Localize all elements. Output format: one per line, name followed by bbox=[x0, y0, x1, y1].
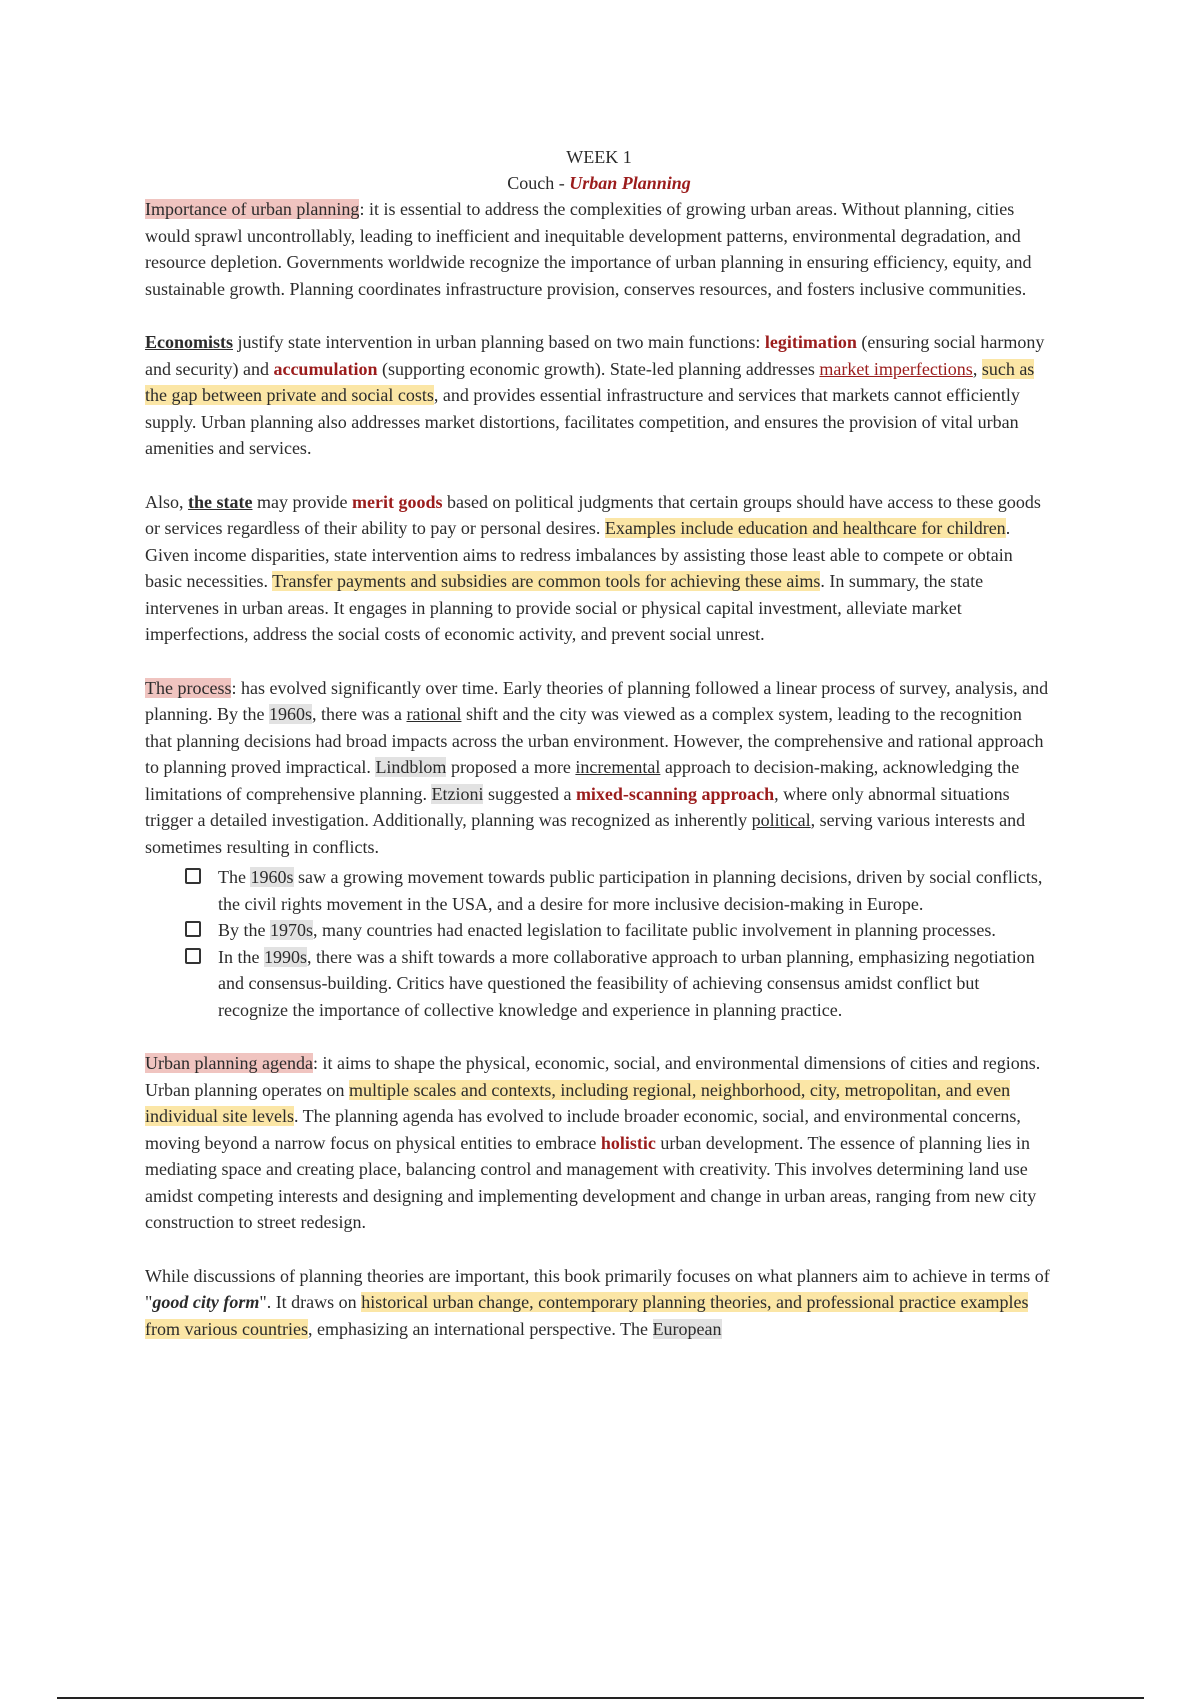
term-holistic: holistic bbox=[600, 1132, 656, 1153]
week-label: WEEK 1 bbox=[566, 147, 632, 167]
paragraph-text: suggested a bbox=[483, 783, 576, 804]
paragraph-good-city-form bbox=[145, 1263, 1053, 1343]
paragraph-text: (ensuring social harmony and security) and bbox=[145, 332, 1045, 379]
item-text: , there was a shift towards a more collaborative approach to urban planning, emphasizing negotiation and consensus-building. Critics have questioned the feasibility of achieving consensus amidst conflict but recognize the importance of collective knowledge and experience in planning practice. bbox=[218, 946, 1035, 1020]
paragraph-text: Also, bbox=[145, 491, 189, 512]
highlight-multiple-scales: multiple scales and contexts, including regional, neighborhood, city, metropolitan, and even individual site levels bbox=[145, 1079, 1011, 1126]
paragraph-text: ". It draws on bbox=[259, 1292, 362, 1312]
paragraph-text: shift and the city was viewed as a complex system, leading to the recognition that planning decisions had broad impacts across the urban environment. However, the comprehensive and rational approach to planning proved impractical. bbox=[145, 704, 1044, 777]
item-text: saw a growing movement towards public participation in planning decisions, driven by social conflicts, the civil rights movement in the USA, and a desire for more inclusive decision-making in Europe. bbox=[218, 867, 1043, 914]
highlight-year: 1970s bbox=[270, 920, 314, 940]
item-text: In the bbox=[218, 946, 264, 967]
paragraph-economists bbox=[145, 329, 1053, 462]
paragraph-text: : it is essential to address the complexities of growing urban areas. Without planning, cities would sprawl uncontrollably, leading to inefficient and inequitable development patterns, environmental degradation, and resource depletion. Governments worldwide recognize the importance of urban planning in ensuring efficiency, equity, and sustainable growth. Planning coordinates infrastructure provision, conserves resources, and fosters inclusive communities. bbox=[145, 199, 1032, 299]
paragraph-text: based on political judgments that certain groups should have access to these goods or services regardless of their ability to pay or personal desires. bbox=[145, 491, 1041, 538]
term-incremental: incremental bbox=[575, 757, 661, 777]
paragraph-text: , serving various interests and sometimes resulting in conflicts. bbox=[145, 810, 1026, 857]
term-accumulation: accumulation bbox=[273, 358, 378, 379]
paragraph-text: justify state intervention in urban planning based on two main functions: bbox=[233, 332, 765, 352]
paragraph-agenda bbox=[145, 1050, 1053, 1236]
book-title: Urban Planning bbox=[569, 173, 691, 193]
checklist bbox=[145, 864, 1053, 1023]
highlight-year: 1990s bbox=[263, 946, 307, 967]
paragraph-text: , where only abnormal situations trigger a detailed investigation. Additionally, planning was recognized as inherently bbox=[145, 783, 1010, 830]
item-text: The bbox=[218, 867, 251, 887]
term-legitimation: legitimation bbox=[764, 332, 857, 352]
paragraph-text: proposed a more bbox=[446, 757, 576, 777]
highlight-education-healthcare: Examples include education and healthcare for children bbox=[604, 518, 1006, 538]
paragraph-text: approach to decision-making, acknowledging the limitations of comprehensive planning. bbox=[145, 757, 1020, 804]
checklist-item bbox=[145, 917, 1053, 944]
footer-divider bbox=[57, 1697, 1144, 1699]
paragraph-text: urban development. The essence of planning lies in mediating space and creating place, balancing control and management with creativity. This involves determining land use amidst competing interests and designing and implementing development and change in urban areas, ranging from new city construction to street redesign. bbox=[145, 1132, 1037, 1232]
checkbox[interactable] bbox=[185, 948, 201, 964]
book-reference bbox=[145, 170, 1053, 196]
paragraph-importance bbox=[145, 196, 1053, 302]
highlight-term-agenda: Urban planning agenda bbox=[145, 1053, 313, 1073]
checklist-item bbox=[145, 944, 1053, 1024]
highlight-private-social-costs: such as the gap between private and social costs bbox=[145, 358, 1035, 405]
highlight-term-importance: Importance of urban planning bbox=[145, 199, 360, 219]
document-header bbox=[145, 144, 1053, 196]
highlight-lindblom: Lindblom bbox=[375, 757, 447, 777]
term-good-city-form: good city form bbox=[152, 1292, 260, 1312]
term-economists: Economists bbox=[145, 332, 234, 352]
paragraph-text: , emphasizing an international perspective. The bbox=[307, 1318, 653, 1339]
paragraph-text: : has evolved significantly over time. Early theories of planning followed a linear process of survey, analysis, and planning. By the bbox=[145, 677, 1049, 724]
checklist-item bbox=[145, 864, 1053, 917]
paragraph-text: . The planning agenda has evolved to include broader economic, social, and environmental concerns, moving beyond a narrow focus on physical entities to embrace bbox=[145, 1106, 1021, 1153]
term-rational: rational bbox=[406, 704, 462, 724]
paragraph-text: While discussions of planning theories are important, this book primarily focuses on what planners aim to achieve in terms of " bbox=[145, 1265, 1050, 1312]
paragraph-text: may provide bbox=[252, 491, 352, 512]
paragraph-text: , bbox=[972, 358, 982, 379]
paragraph-text: . Given income disparities, state intervention aims to redress imbalances by assisting those least able to compete or obtain basic necessities. bbox=[145, 518, 1013, 591]
item-text: , many countries had enacted legislation to facilitate public involvement in planning processes. bbox=[313, 920, 996, 940]
item-text: By the bbox=[218, 920, 270, 940]
document-page bbox=[145, 144, 1053, 1342]
link-market-imperfections[interactable]: market imperfections bbox=[819, 358, 973, 379]
highlight-term-process: The process bbox=[145, 677, 232, 698]
highlight-etzioni: Etzioni bbox=[431, 783, 484, 804]
paragraph-text: (supporting economic growth). State-led planning addresses bbox=[377, 358, 820, 379]
paragraph-text: . In summary, the state intervenes in urban areas. It engages in planning to provide social or physical capital investment, alleviate market imperfections, address the social costs of economic activity, and prevent social unrest. bbox=[145, 571, 984, 644]
term-merit-goods: merit goods bbox=[351, 491, 443, 512]
term-mixed-scanning: mixed-scanning approach bbox=[575, 783, 775, 804]
highlight-european: European bbox=[652, 1318, 722, 1339]
checkbox[interactable] bbox=[185, 868, 201, 884]
author-name: Couch - bbox=[507, 173, 570, 193]
term-political: political bbox=[751, 810, 811, 830]
highlight-1960s: 1960s bbox=[269, 704, 313, 724]
checkbox[interactable] bbox=[185, 921, 201, 937]
highlight-historical-change: historical urban change, contemporary planning theories, and professional practice examples from various countries bbox=[145, 1292, 1029, 1339]
highlight-transfer-payments: Transfer payments and subsidies are common tools for achieving these aims bbox=[272, 571, 821, 591]
paragraph-text: , there was a bbox=[312, 704, 407, 724]
paragraph-merit-goods bbox=[145, 489, 1053, 648]
highlight-year: 1960s bbox=[250, 867, 294, 887]
term-the-state: the state bbox=[188, 491, 253, 512]
paragraph-text: : it aims to shape the physical, economic, social, and environmental dimensions of cities and regions. Urban planning operates on bbox=[145, 1053, 1041, 1100]
paragraph-process bbox=[145, 675, 1053, 861]
paragraph-text: , and provides essential infrastructure and services that markets cannot efficiently supply. Urban planning also addresses market distortions, facilitates competition, and ensures the provision of vital urban amenities and services. bbox=[145, 385, 1020, 458]
